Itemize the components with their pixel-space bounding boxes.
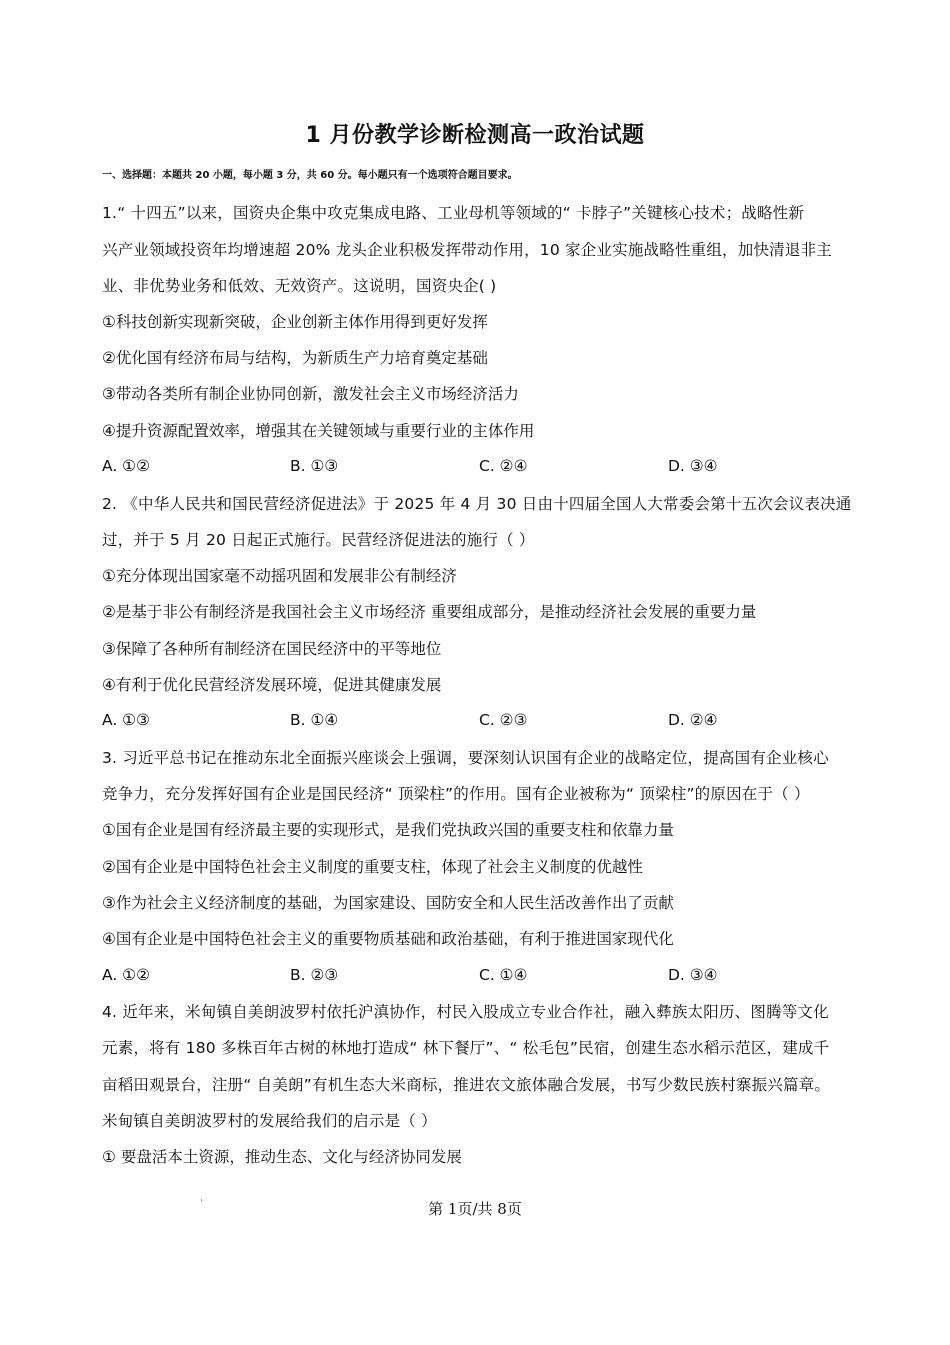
page-title: 1 月份教学诊断检测高一政治试题	[305, 123, 645, 148]
question-2-item-3: ③保障了各种所有制经济在国民经济中的平等地位	[102, 640, 442, 658]
question-3-option-a[interactable]: A. ①②	[102, 966, 150, 984]
question-1-line-1: 1.“ 十四五”以来，国资央企集中攻克集成电路、工业母机等领域的“ 卡脖子”关键核心技术；战略性新	[102, 204, 805, 222]
question-2-line-2: 过，并于 5 月 20 日起正式施行。民营经济促进法的施行（ ）	[102, 531, 535, 549]
question-1-option-d[interactable]: D. ③④	[668, 457, 718, 475]
question-1-line-3: 业、非优势业务和低效、无效资产。这说明，国资央企( )	[102, 277, 497, 295]
question-4-line-2: 元素，将有 180 多株百年古树的林地打造成“ 林下餐厅”、“ 松毛包”民宿，创建生态水稻示范区，建成千	[102, 1039, 830, 1057]
question-3-item-3: ③作为社会主义经济制度的基础，为国家建设、国防安全和人民生活改善作出了贡献	[102, 894, 674, 912]
question-3-option-d[interactable]: D. ③④	[668, 966, 718, 984]
question-3-item-2: ②国有企业是中国特色社会主义制度的重要支柱，体现了社会主义制度的优越性	[102, 858, 643, 876]
question-2-option-c[interactable]: C. ②③	[479, 711, 528, 729]
scan-mark: '	[200, 1198, 203, 1209]
section-heading: 一、选择题：本题共 20 小题，每小题 3 分，共 60 分。每小题只有一个选项符合题目要求。	[102, 170, 518, 181]
question-4-item-1: ① 要盘活本土资源，推动生态、文化与经济协同发展	[102, 1148, 462, 1166]
question-2-option-d[interactable]: D. ②④	[668, 711, 718, 729]
question-1-option-b[interactable]: B. ①③	[290, 457, 339, 475]
question-4-line-1: 4. 近年来，米甸镇自美朗波罗村依托沪滇协作，村民入股成立专业合作社，融入彝族太阳历、图腾等文化	[102, 1003, 829, 1021]
question-3-options	[102, 966, 822, 986]
page-footer: 第 1页/共 8页	[428, 1200, 522, 1218]
question-3-item-4: ④国有企业是中国特色社会主义的重要物质基础和政治基础，有利于推进国家现代化	[102, 930, 674, 948]
question-2-item-2: ②是基于非公有制经济是我国社会主义市场经济 重要组成部分，是推动经济社会发展的重要力量	[102, 603, 757, 621]
question-4-line-4: 米甸镇自美朗波罗村的发展给我们的启示是（ ）	[102, 1112, 437, 1130]
question-2-options	[102, 711, 822, 731]
question-3-line-2: 竞争力，充分发挥好国有企业是国民经济“ 顶梁柱”的作用。国有企业被称为“ 顶梁柱”的原因在于（ ）	[102, 785, 810, 803]
question-2-option-a[interactable]: A. ①③	[102, 711, 150, 729]
question-1-options	[102, 457, 822, 477]
question-2-option-b[interactable]: B. ①④	[290, 711, 339, 729]
question-1-item-2: ②优化国有经济布局与结构，为新质生产力培育奠定基础	[102, 349, 488, 367]
question-2-item-4: ④有利于优化民营经济发展环境，促进其健康发展	[102, 676, 442, 694]
question-1-line-2: 兴产业领域投资年均增速超 20% 龙头企业积极发挥带动作用，10 家企业实施战略性重组，加快清退非主	[102, 241, 832, 259]
question-3-item-1: ①国有企业是国有经济最主要的实现形式，是我们党执政兴国的重要支柱和依靠力量	[102, 821, 674, 839]
question-2-item-1: ①充分体现出国家毫不动摇巩固和发展非公有制经济	[102, 567, 457, 585]
question-1-option-a[interactable]: A. ①②	[102, 457, 150, 475]
question-1-item-1: ①科技创新实现新突破，企业创新主体作用得到更好发挥	[102, 313, 488, 331]
question-3-line-1: 3. 习近平总书记在推动东北全面振兴座谈会上强调，要深刻认识国有企业的战略定位，提高国有企业核心	[102, 749, 829, 767]
question-1-item-3: ③带动各类所有制企业协同创新，激发社会主义市场经济活力	[102, 385, 519, 403]
question-2-line-1: 2. 《中华人民共和国民营经济促进法》于 2025 年 4 月 30 日由十四届全国人大常委会第十五次会议表决通	[102, 495, 852, 513]
question-3-option-c[interactable]: C. ①④	[479, 966, 528, 984]
question-1-item-4: ④提升资源配置效率，增强其在关键领域与重要行业的主体作用	[102, 422, 535, 440]
question-1-option-c[interactable]: C. ②④	[479, 457, 528, 475]
question-3-option-b[interactable]: B. ②③	[290, 966, 339, 984]
question-4-line-3: 亩稻田观景台，注册“ 自美朗”有机生态大米商标，推进农文旅体融合发展，书写少数民族村寨振兴篇章。	[102, 1076, 831, 1094]
